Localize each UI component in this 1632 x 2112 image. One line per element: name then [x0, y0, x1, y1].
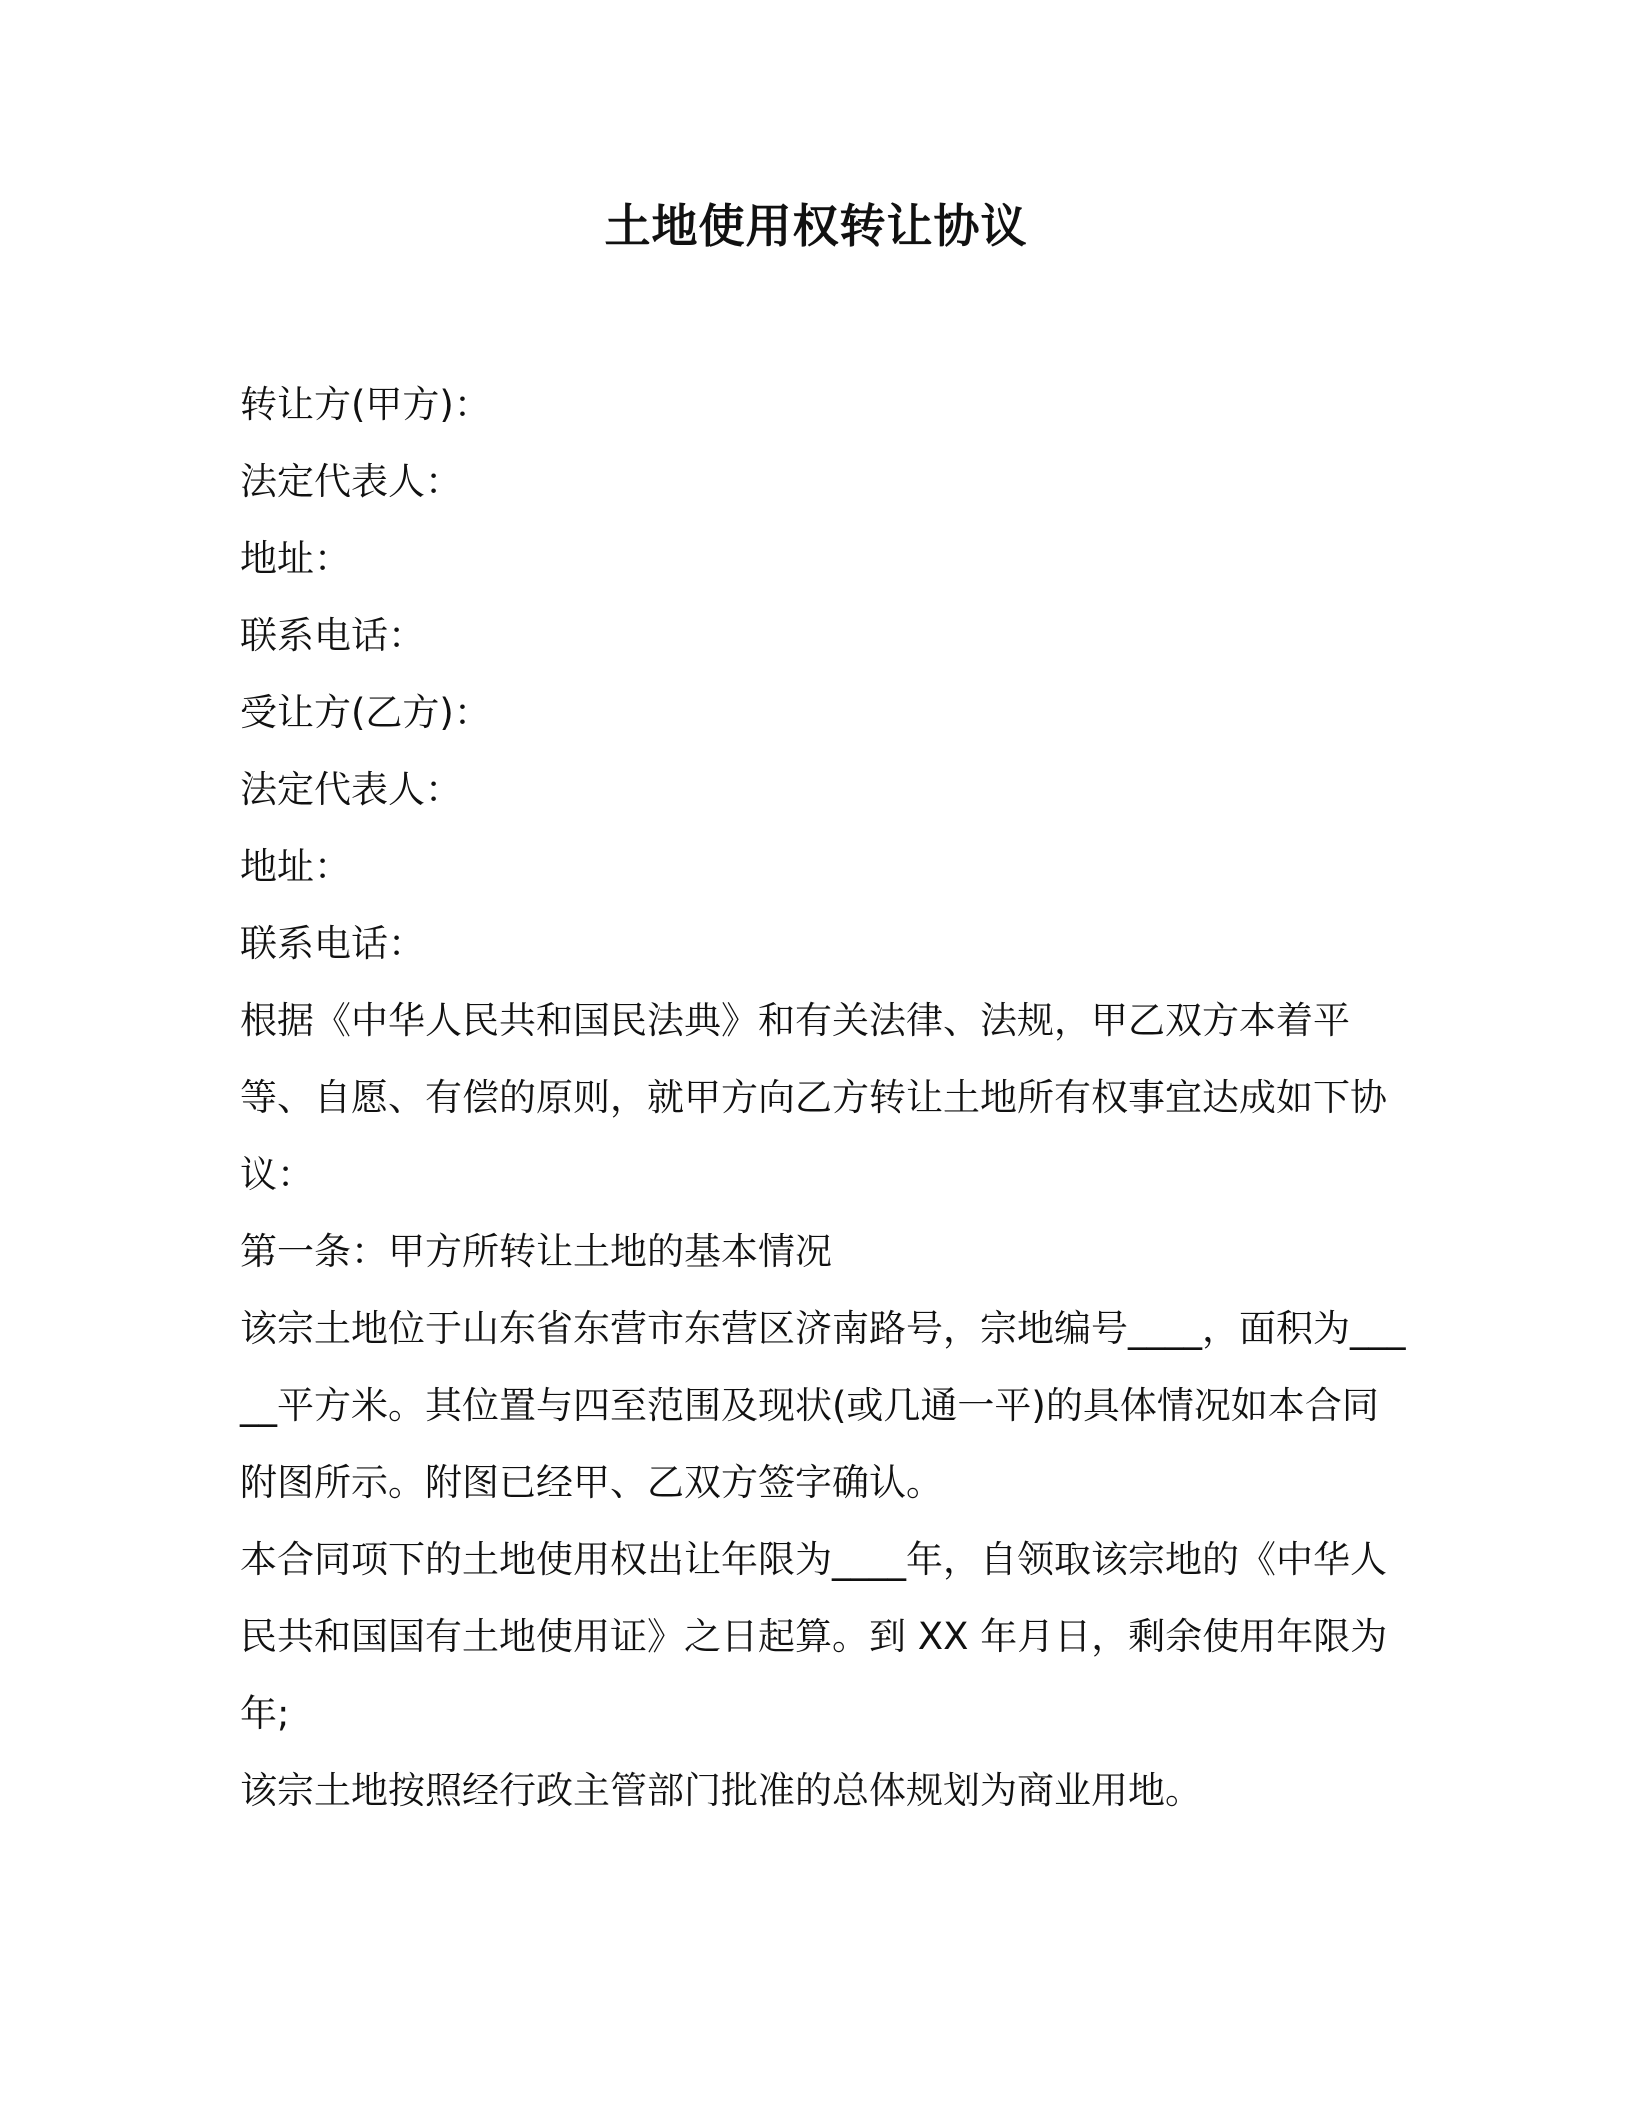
party-a-address-label: 地址： — [240, 537, 351, 580]
party-b-address-label: 地址： — [240, 845, 351, 888]
preamble-paragraph: 根据《中华人民共和国民法典》和有关法律、法规，甲乙双方本着平等、自愿、有偿的原则，就甲方向乙方转让土地所有权事宜达成如下协议： — [240, 999, 1387, 1196]
party-b-phone-label: 联系电话： — [240, 922, 425, 965]
party-a-transferor-label: 转让方(甲方)： — [240, 383, 491, 426]
article1-paragraph-location: 该宗土地位于山东省东营市东营区济南路号，宗地编号____，面积为_____平方米。其位置与四至范围及现状(或几通一平)的具体情况如本合同附图所示。附图已经甲、乙双方签字确认。 — [240, 1307, 1406, 1504]
party-b-transferee-label: 受让方(乙方)： — [240, 691, 491, 734]
party-a-phone-label: 联系电话： — [240, 614, 425, 657]
document-title: 土地使用权转让协议 — [604, 199, 1028, 253]
document-body — [240, 366, 1410, 1829]
article1-heading: 第一条：甲方所转让土地的基本情况 — [240, 1230, 832, 1273]
party-a-legal-rep-label: 法定代表人： — [240, 460, 462, 503]
party-b-legal-rep-label: 法定代表人： — [240, 768, 462, 811]
article1-paragraph-term: 本合同项下的土地使用权出让年限为____年，自领取该宗地的《中华人民共和国国有土地使用证》之日起算。到 XX 年月日，剩余使用年限为年; — [240, 1538, 1388, 1735]
article1-paragraph-usage: 该宗土地按照经行政主管部门批准的总体规划为商业用地。 — [240, 1769, 1202, 1812]
